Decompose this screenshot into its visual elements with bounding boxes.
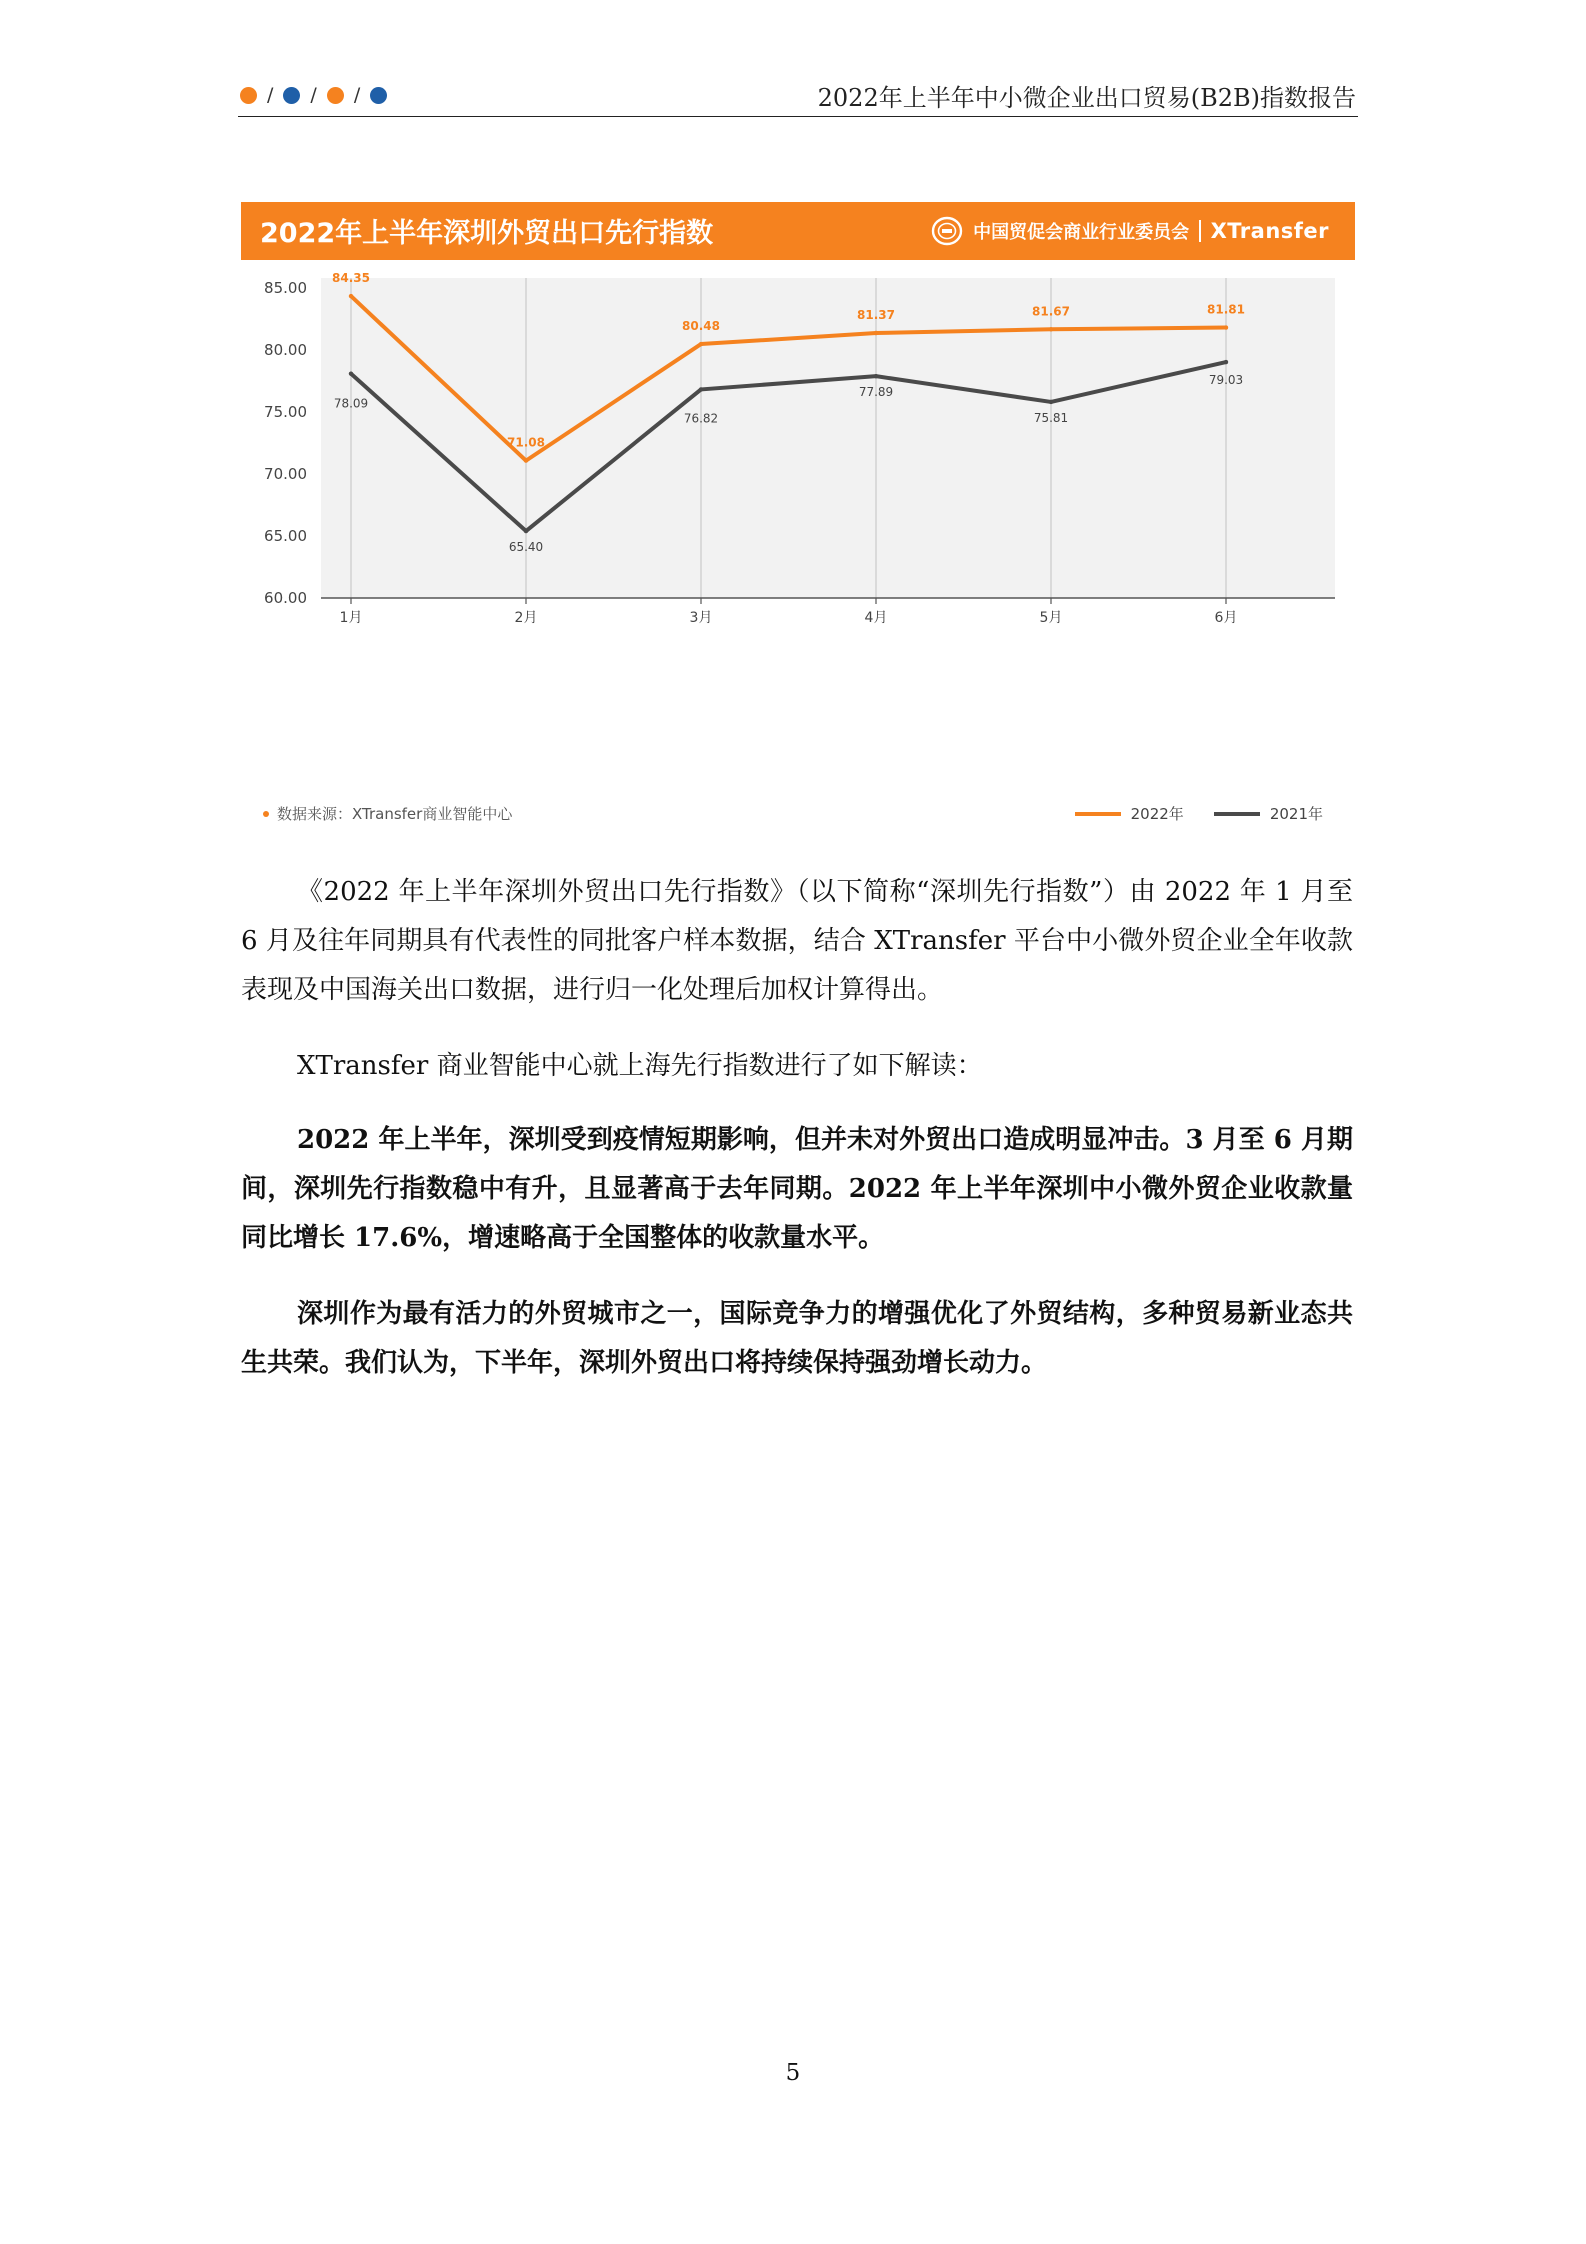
x-tick-label: 2月 <box>514 610 538 626</box>
brand-logos <box>931 216 1329 246</box>
data-label: 75.81 <box>1033 410 1069 425</box>
data-point <box>874 331 878 335</box>
data-point <box>699 387 703 391</box>
header-dot-row <box>240 84 387 106</box>
chart-legend <box>1075 803 1323 824</box>
paragraph-intro: 《2022 年上半年深圳外贸出口先行指数》（以下简称“深圳先行指数”）由 2022 年 1 月至 6 月及往年同期具有代表性的同批客户样本数据，结合 XTransfer 平台中小微外贸企业全年收款表现及中国海关出口数据，进行归一化处理后加权计算得出。 <box>241 877 1353 1005</box>
x-axis <box>321 598 1335 626</box>
blue-dot-icon <box>370 87 387 104</box>
source-text: 数据来源：XTransfer商业智能中心 <box>277 805 513 823</box>
y-axis <box>264 279 307 607</box>
data-label: 79.03 <box>1208 373 1244 388</box>
data-label: 76.82 <box>683 411 719 426</box>
data-point <box>524 458 528 462</box>
data-label: 71.08 <box>507 435 545 450</box>
data-label: 77.89 <box>858 385 894 400</box>
data-label: 81.37 <box>857 308 895 323</box>
paragraph-key-finding: 2022 年上半年，深圳受到疫情短期影响，但并未对外贸出口造成明显冲击。3 月至 6 月期间，深圳先行指数稳中有升，且显著高于去年同期。2022 年上半年深圳中小微外贸企业收款量同比增长 17.6%，增速略高于全国整体的收款量水平。 <box>241 1125 1353 1253</box>
chart-banner <box>241 202 1355 260</box>
chart-title: 2022年上半年深圳外贸出口先行指数 <box>260 218 714 249</box>
y-tick-label: 85.00 <box>264 279 307 297</box>
legend-label: 2021年 <box>1269 805 1323 823</box>
paragraph-outlook: 深圳作为最有活力的外贸城市之一，国际竞争力的增强优化了外贸结构，多种贸易新业态共生共荣。我们认为，下半年，深圳外贸出口将持续保持强劲增长动力。 <box>241 1299 1353 1378</box>
legend-label: 2022年 <box>1130 805 1184 823</box>
x-tick-label: 5月 <box>1039 610 1063 626</box>
data-point <box>524 529 528 533</box>
paragraph-interpretation-lead: XTransfer 商业智能中心就上海先行指数进行了如下解读： <box>297 1051 983 1081</box>
bullet-icon <box>263 811 269 817</box>
data-point <box>699 342 703 346</box>
page-number: 5 <box>785 2060 801 2086</box>
x-tick-label: 4月 <box>864 610 888 626</box>
xtransfer-logo: XTransfer <box>1210 219 1329 243</box>
chart-source <box>263 803 512 824</box>
data-point <box>1224 360 1228 364</box>
data-point <box>874 374 878 378</box>
blue-dot-icon <box>283 87 300 104</box>
ccpit-seal-icon <box>931 216 963 246</box>
x-tick-label: 6月 <box>1214 610 1238 626</box>
page-header <box>238 72 1358 117</box>
legend-line-icon <box>1214 812 1260 816</box>
data-label: 81.81 <box>1207 302 1245 317</box>
dot-separator: / <box>310 84 317 106</box>
y-tick-label: 75.00 <box>264 403 307 421</box>
y-tick-label: 70.00 <box>264 465 307 483</box>
x-tick-label: 3月 <box>689 610 713 626</box>
data-label: 81.67 <box>1032 304 1070 319</box>
legend-line-icon <box>1075 812 1121 816</box>
y-tick-label: 60.00 <box>264 589 307 607</box>
orange-dot-icon <box>327 87 344 104</box>
data-label: 78.09 <box>333 396 369 411</box>
data-point <box>1049 327 1053 331</box>
line-chart <box>241 260 1355 800</box>
x-tick-label: 1月 <box>339 610 363 626</box>
y-tick-label: 65.00 <box>264 527 307 545</box>
chart-figure <box>241 202 1355 838</box>
data-label: 84.35 <box>332 271 370 286</box>
data-label: 80.48 <box>682 319 720 334</box>
legend-item-2022 <box>1075 803 1184 824</box>
data-point <box>1224 325 1228 329</box>
dot-separator: / <box>267 84 274 106</box>
data-point <box>1049 400 1053 404</box>
orange-dot-icon <box>240 87 257 104</box>
brand-divider <box>1199 220 1201 242</box>
brand-org-name: 中国贸促会商业行业委员会 <box>973 222 1190 243</box>
data-label: 65.40 <box>508 540 544 555</box>
data-point <box>349 371 353 375</box>
y-tick-label: 80.00 <box>264 341 307 359</box>
dot-separator: / <box>353 84 361 106</box>
data-point <box>349 294 353 298</box>
report-title: 2022年上半年中小微企业出口贸易(B2B)指数报告 <box>817 84 1356 112</box>
legend-item-2021 <box>1214 803 1323 824</box>
